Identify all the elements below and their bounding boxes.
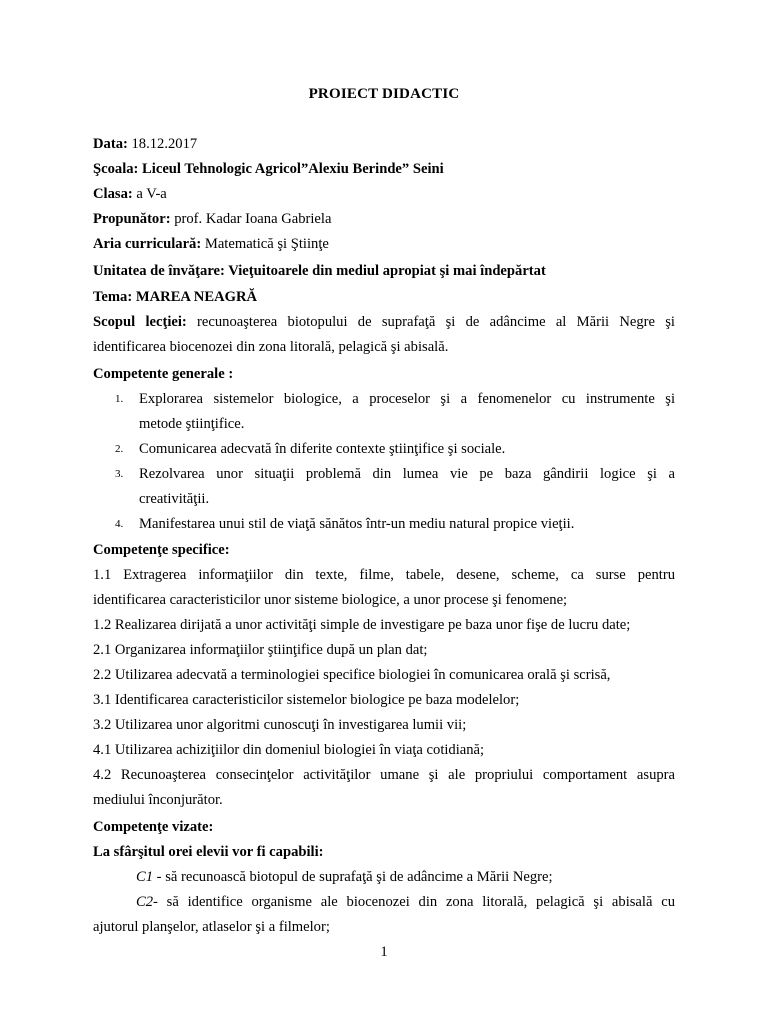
general-item-3-line-2: creativităţii.: [139, 491, 210, 507]
targeted-subheading: La sfârşitul orei elevii vor fi capabili:: [93, 844, 324, 860]
meta-label: Şcoala:: [93, 161, 139, 177]
meta-school: [93, 157, 675, 182]
competence-c2-line-1: [136, 890, 675, 915]
meta-label: Clasa:: [93, 186, 133, 202]
meta-label: Tema:: [93, 289, 133, 305]
specific-line: 2.2 Utilizarea adecvată a terminologiei specifice biologiei în comunicarea orală şi scrisă,: [93, 667, 611, 683]
competence-text: - să identifice organisme ale biocenozei din zona litorală, pelagică şi abisală cu: [153, 894, 675, 910]
list-number: 3.: [115, 468, 124, 480]
specific-line: 1.1 Extragerea informaţiilor din texte, filme, tabele, desene, scheme, ca surse pentru: [93, 567, 675, 583]
meta-value: Liceul Tehnologic Agricol”Alexiu Berinde” Seini: [138, 161, 444, 177]
meta-learning-unit: [93, 259, 675, 284]
specific-line: identificarea caracteristicilor unor sisteme biologice, a unor procese şi fenomene;: [93, 592, 568, 608]
scope-text: recunoaşterea biotopului de suprafaţă şi de adâncime al Mării Negre şi: [197, 314, 675, 330]
meta-date: [93, 132, 675, 157]
meta-label: Data:: [93, 136, 128, 152]
competence-text: - să recunoască biotopul de suprafaţă şi de adâncime a Mării Negre;: [153, 869, 553, 885]
specific-line: 4.1 Utilizarea achiziţiilor din domeniul biologiei în viaţa cotidiană;: [93, 742, 485, 758]
scope-line-2: identificarea biocenozei din zona litorală, pelagică şi abisală.: [93, 339, 449, 355]
meta-theme: [93, 285, 675, 310]
scope-line-1: [93, 310, 675, 335]
competence-code: C1: [136, 869, 154, 885]
competence-c2-line-2: ajutorul planşelor, atlaselor şi a filmelor;: [93, 919, 330, 935]
specific-line: mediului înconjurător.: [93, 792, 223, 808]
specific-line: 4.2 Recunoaşterea consecinţelor activităţilor umane şi ale propriului comportament asupra: [93, 767, 675, 783]
targeted-competences-heading: Competenţe vizate:: [93, 819, 214, 835]
general-competences-heading: Competente generale :: [93, 366, 234, 382]
meta-value: a V-a: [132, 186, 167, 202]
competence-c1: [136, 865, 675, 890]
list-number: 4.: [115, 518, 124, 530]
specific-line: 3.1 Identificarea caracteristicilor sistemelor biologice pe baza modelelor;: [93, 692, 520, 708]
document-title: PROIECT DIDACTIC: [308, 86, 460, 102]
meta-value: prof. Kadar Ioana Gabriela: [170, 211, 332, 227]
meta-value: 18.12.2017: [127, 136, 198, 152]
general-item-3-line-1: Rezolvarea unor situaţii problemă din lumea vie pe baza gândirii logice şi a: [139, 466, 675, 482]
meta-class: [93, 182, 675, 207]
specific-line: 3.2 Utilizarea unor algoritmi cunoscuţi în investigarea lumii vii;: [93, 717, 467, 733]
general-item-2: Comunicarea adecvată în diferite contexte ştiinţifice şi sociale.: [139, 441, 506, 457]
page-number: 1: [380, 944, 388, 960]
general-item-1-line-2: metode ştiinţifice.: [139, 416, 245, 432]
specific-line: 2.1 Organizarea informaţiilor ştiinţifice după un plan dat;: [93, 642, 428, 658]
list-number: 1.: [115, 393, 124, 405]
meta-teacher: [93, 207, 675, 232]
specific-competences-heading: Competenţe specifice:: [93, 542, 230, 558]
competence-code: C2: [136, 894, 154, 910]
meta-value: Matematică şi Ştiinţe: [201, 236, 329, 252]
list-number: 2.: [115, 443, 124, 455]
meta-label: Unitatea de învăţare:: [93, 263, 225, 279]
meta-curricular-area: [93, 232, 675, 257]
meta-label: Propunător:: [93, 211, 171, 227]
meta-label: Aria curriculară:: [93, 236, 202, 252]
general-item-1-line-1: Explorarea sistemelor biologice, a proceselor şi a fenomenelor cu instrumente şi: [139, 391, 675, 407]
meta-value: MAREA NEAGRĂ: [132, 289, 258, 305]
meta-value: Vieţuitoarele din mediul apropiat şi mai îndepărtat: [224, 263, 546, 279]
specific-line: 1.2 Realizarea dirijată a unor activităţi simple de investigare pe baza unor fişe de lucru date;: [93, 617, 631, 633]
scope-label: Scopul lecţiei:: [93, 314, 187, 330]
general-item-4: Manifestarea unui stil de viaţă sănătos într-un mediu natural propice vieţii.: [139, 516, 575, 532]
